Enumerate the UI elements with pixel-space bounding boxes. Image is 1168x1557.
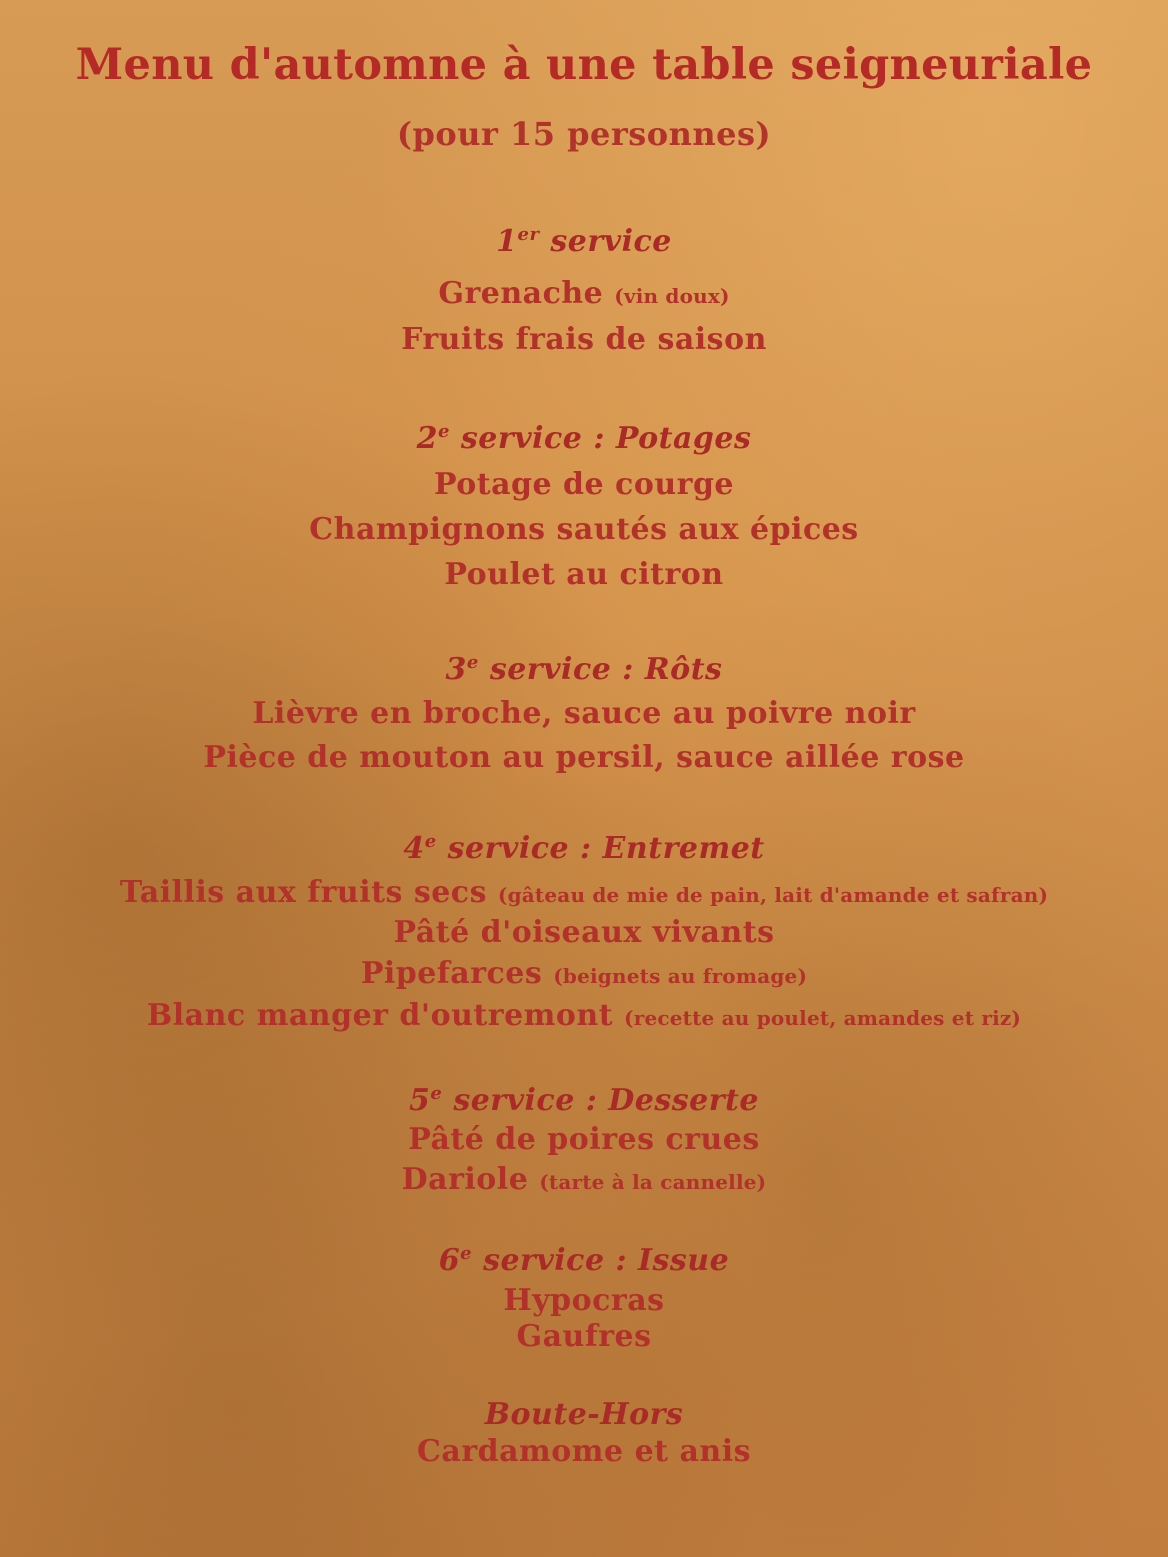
service-1-title: service: [550, 224, 672, 259]
menu-item-note: (recette au poulet, amandes et riz): [624, 1006, 1022, 1030]
menu-item-note: (tarte à la cannelle): [539, 1170, 767, 1194]
service-4-title: service : Entremet: [447, 831, 765, 866]
service-1-heading: [0, 224, 1168, 259]
menu-item-note: (gâteau de mie de pain, lait d'amande et safran): [497, 883, 1049, 907]
menu-item: [0, 276, 1168, 311]
service-5-title: service : Desserte: [453, 1083, 759, 1118]
service-3-ordinal: e: [466, 652, 479, 673]
service-6-heading: [0, 1243, 1168, 1278]
menu-item-name: Potage de courge: [433, 467, 735, 502]
service-2-number: 2: [416, 421, 438, 456]
menu-item-name: Pâté d'oiseaux vivants: [393, 915, 775, 950]
menu-item-note: (beignets au fromage): [553, 964, 808, 988]
menu-item: [0, 696, 1168, 731]
service-3-title: service : Rôts: [489, 652, 723, 687]
menu-item: [0, 1283, 1168, 1318]
menu-item-name: Hypocras: [503, 1283, 665, 1318]
menu-item-name: Fruits frais de saison: [401, 322, 767, 357]
service-3-heading: [0, 652, 1168, 687]
service-1-ordinal: er: [517, 224, 540, 245]
menu-item-name: Pipefarces: [360, 956, 543, 991]
service-1-number: 1: [496, 224, 518, 259]
service-2-ordinal: e: [438, 421, 450, 442]
menu-item: [0, 875, 1168, 910]
service-2-heading: [0, 421, 1168, 456]
menu-item-name: Cardamome et anis: [417, 1434, 751, 1469]
service-5-heading: [0, 1083, 1168, 1118]
service-2-title: service : Potages: [460, 421, 752, 456]
service-3-number: 3: [445, 652, 467, 687]
menu-item-name: Gaufres: [516, 1319, 652, 1354]
boute-hors-heading: Boute-Hors: [484, 1397, 684, 1432]
menu-item: [0, 740, 1168, 775]
menu-subtitle: (pour 15 personnes): [396, 115, 772, 153]
menu-item: [0, 467, 1168, 502]
menu-item-name: Lièvre en broche, sauce au poivre noir: [252, 696, 916, 731]
service-6-title: service : Issue: [483, 1243, 730, 1278]
service-4-number: 4: [403, 831, 425, 866]
menu-item-name: Poulet au citron: [444, 557, 724, 592]
service-4-ordinal: e: [424, 831, 437, 852]
menu-item: [0, 915, 1168, 950]
service-5-number: 5: [409, 1083, 431, 1118]
menu-item: [0, 322, 1168, 357]
menu-title: Menu d'automne à une table seigneuriale: [75, 40, 1093, 90]
menu-item-name: Champignons sautés aux épices: [309, 512, 859, 547]
menu-item: [0, 1434, 1168, 1469]
menu-item: [0, 1162, 1168, 1197]
menu-item-name: Pâté de poires crues: [408, 1122, 760, 1157]
menu-item: [0, 956, 1168, 991]
menu-item-name: Dariole: [401, 1162, 529, 1197]
service-5-ordinal: e: [430, 1083, 443, 1104]
menu-item: [0, 1122, 1168, 1157]
service-6-ordinal: e: [460, 1243, 473, 1264]
menu-item-note: (vin doux): [614, 284, 730, 308]
menu-item-name: Taillis aux fruits secs: [119, 875, 487, 910]
menu-item: [0, 1319, 1168, 1354]
menu-item: [0, 557, 1168, 592]
service-6-number: 6: [438, 1243, 461, 1278]
menu-item-name: Pièce de mouton au persil, sauce aillée rose: [203, 740, 965, 775]
menu-item: [0, 512, 1168, 547]
menu-item-name: Blanc manger d'outremont: [146, 998, 614, 1033]
menu-item: [0, 998, 1168, 1033]
menu-item-name: Grenache: [438, 276, 604, 311]
service-4-heading: [0, 831, 1168, 866]
